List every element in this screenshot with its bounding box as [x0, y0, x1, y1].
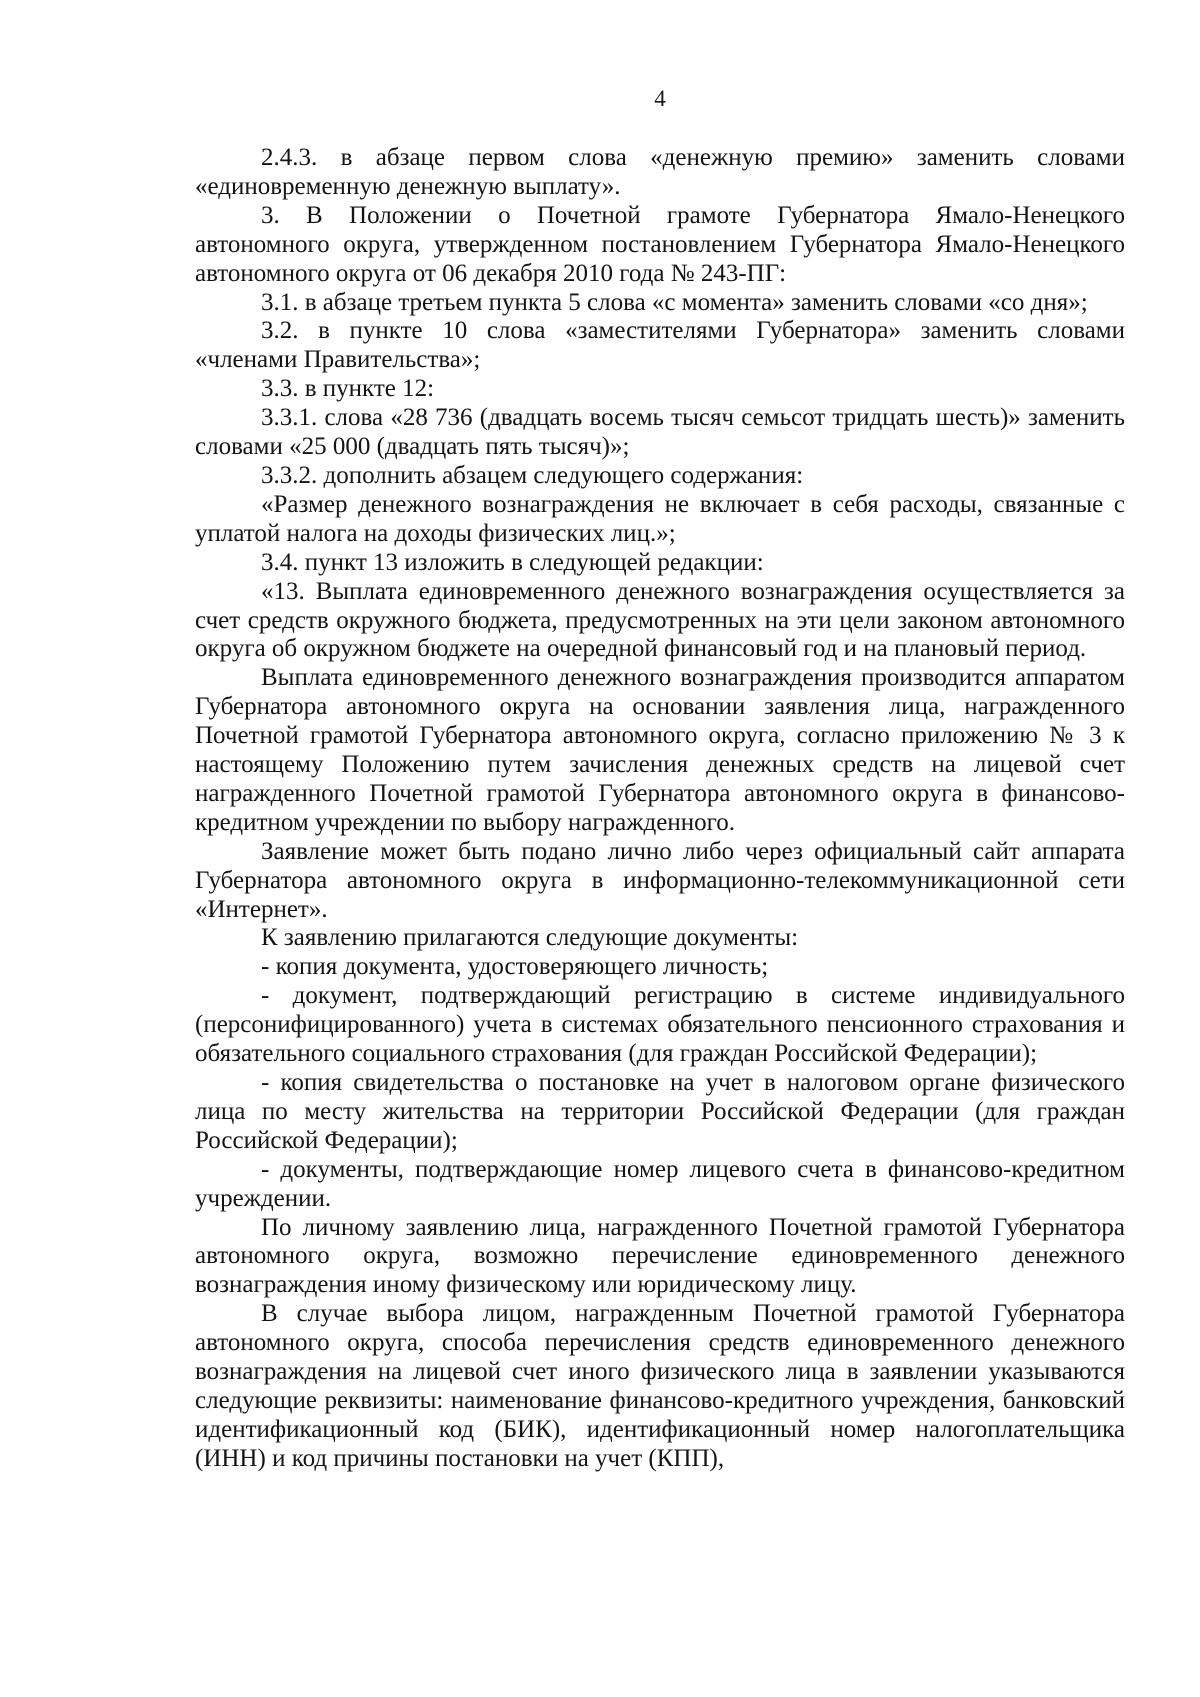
paragraph-3-4: 3.4. пункт 13 изложить в следующей редакции:: [261, 548, 764, 576]
paragraph-documents-intro: К заявлению прилагаются следующие документы:: [261, 924, 799, 952]
paragraph-3-intro: 3. В Положении о Почетной грамоте Губернатора Ямало-Ненецкого автономного округа, утвержденном постановлением Губернатора Ямало-Ненецкого автономного округа от 06 декабря 2010 года № 243-ПГ:: [195, 201, 1125, 287]
paragraph-payment-procedure: Выплата единовременного денежного вознаграждения производится аппаратом Губернатора автономного округа на основании заявления лица, награжденного Почетной грамотой Губернатора автономного округа, согласно приложению № 3 к настоящему Положению путем зачисления денежных средств на лицевой счет награжденного Почетной грамотой Губернатора автономного округа в финансово-кредитном учреждении по выбору награжденного.: [195, 664, 1125, 836]
paragraph-3-3: 3.3. в пункте 12:: [261, 375, 435, 403]
list-item-registration-document: - документ, подтверждающий регистрацию в системе индивидуального (персонифицированного) учета в системах обязательного пенсионного страхования и обязательного социального страхования (для граждан Российской Федерации);: [195, 982, 1125, 1068]
paragraph-requisites: В случае выбора лицом, награжденным Почетной грамотой Губернатора автономного округа, способа перечисления средств единовременного денежного вознаграждения на лицевой счет иного физического лица в заявлении указываются следующие реквизиты: наименование финансово-кредитного учреждения, банковский идентификационный код (БИК), идентификационный номер налогоплательщика (ИНН) и код причины постановки на учет (КПП),: [195, 1300, 1125, 1472]
paragraph-transfer-to-other: По личному заявлению лица, награжденного Почетной грамотой Губернатора автономного округа, возможно перечисление единовременного денежного вознаграждения иному физическому или юридическому лицу.: [195, 1213, 1125, 1299]
document-body: [195, 144, 1125, 1474]
page-number: 4: [654, 86, 666, 111]
paragraph-3-3-1: 3.3.1. слова «28 736 (двадцать восемь тысяч семьсот тридцать шесть)» заменить словами «25 000 (двадцать пять тысяч)»;: [195, 404, 1125, 461]
paragraph-quoted-amount: «Размер денежного вознаграждения не включает в себя расходы, связанные с уплатой налога на доходы физических лиц.»;: [195, 490, 1125, 547]
paragraph-item-13: «13. Выплата единовременного денежного вознаграждения осуществляется за счет средств окружного бюджета, предусмотренных на эти цели законом автономного округа об окружном бюджете на очередной финансовый год и на плановый период.: [195, 577, 1125, 663]
list-item-account-documents: - документы, подтверждающие номер лицевого счета в финансово-кредитном учреждении.: [195, 1155, 1125, 1212]
paragraph-3-3-2: 3.3.2. дополнить абзацем следующего содержания:: [261, 461, 804, 489]
paragraph-application-submission: Заявление может быть подано лично либо через официальный сайт аппарата Губернатора автономного округа в информационно-телекоммуникационной сети «Интернет».: [195, 837, 1125, 923]
list-item-identity-copy: - копия документа, удостоверяющего личность;: [261, 953, 769, 981]
paragraph-3-2: 3.2. в пункте 10 слова «заместителями Губернатора» заменить словами «членами Правительства»;: [195, 317, 1125, 374]
paragraph-2-4-3: 2.4.3. в абзаце первом слова «денежную премию» заменить словами «единовременную денежную выплату».: [195, 144, 1125, 200]
list-item-tax-certificate: - копия свидетельства о постановке на учет в налоговом органе физического лица по месту жительства на территории Российской Федерации (для граждан Российской Федерации);: [195, 1069, 1125, 1154]
paragraph-3-1: 3.1. в абзаце третьем пункта 5 слова «с момента» заменить словами «со дня»;: [261, 288, 1088, 316]
